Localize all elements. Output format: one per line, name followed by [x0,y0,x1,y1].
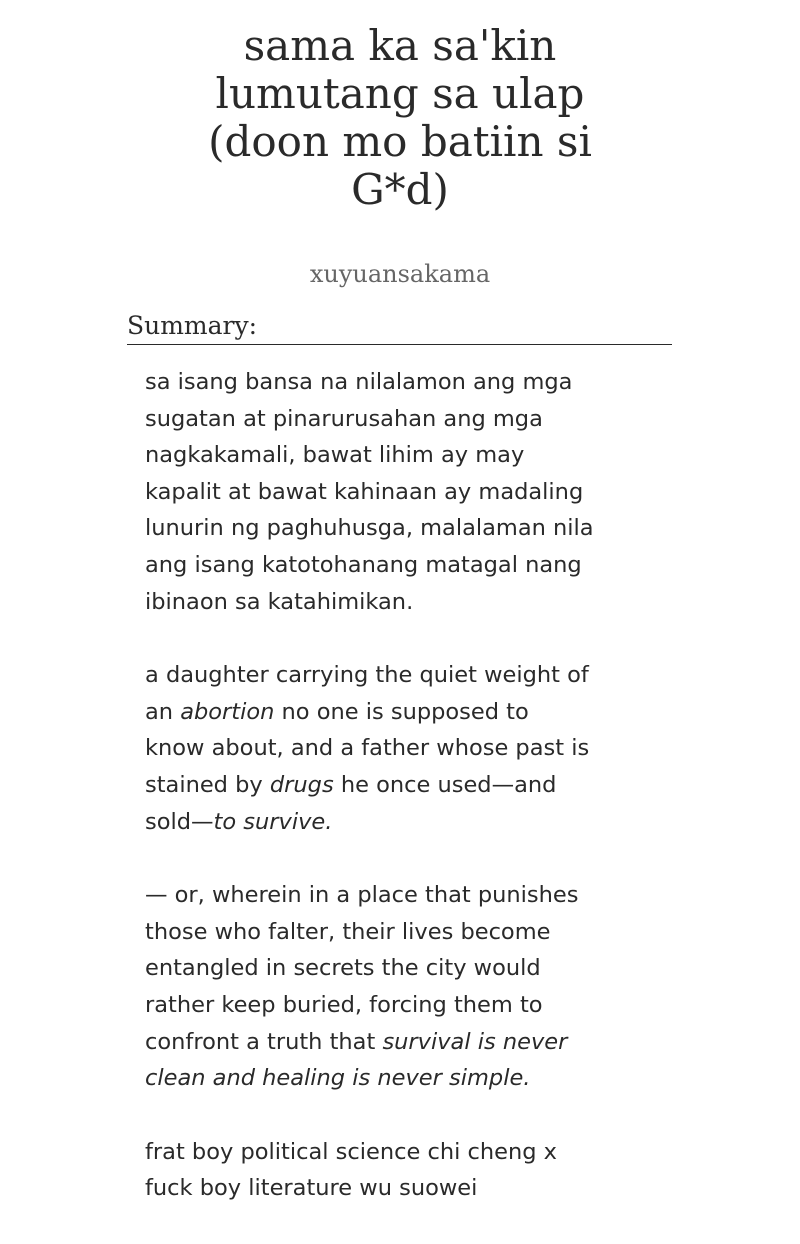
summary-line: — or, wherein in a place that punishes [145,882,579,909]
summary-line: entangled in secrets the city would [145,955,541,982]
summary-paragraph-pairing [145,1134,665,1207]
work-title [100,22,700,214]
summary-heading: Summary: [127,308,672,345]
summary-line: those who falter, their lives become [145,918,551,945]
summary-line: know about, and a father whose past is [145,735,590,762]
author-name[interactable]: xuyuansakama [309,260,491,288]
summary-line [145,694,665,731]
summary-text: no one is supposed to [274,698,529,725]
summary-paragraph-alternate [145,877,665,1097]
summary-line [145,1024,665,1061]
title-line: G*d) [351,165,449,214]
summary-line: ibinaon sa katahimikan. [145,588,414,615]
title-line: sama ka sa'kin [243,21,557,70]
summary-line: lunurin ng paghuhusga, malalaman nila [145,515,594,542]
summary-line: kapalit at bawat kahinaan ay madaling [145,478,584,505]
summary-line: nagkakamali, bawat lihim ay may [145,442,525,469]
summary-line [145,1060,665,1097]
summary-text: an [145,698,181,725]
summary-body [145,364,665,1244]
summary-emphasis: to survive. [213,808,333,835]
summary-text: sold— [145,808,214,835]
title-line: (doon mo batiin si [208,117,592,166]
summary-line [145,767,665,804]
summary-text: he once used—and [333,771,557,798]
summary-text: confront a truth that [145,1028,383,1055]
summary-emphasis: survival is never [382,1028,568,1055]
summary-line: frat boy political science chi cheng x [145,1138,557,1165]
title-line: lumutang sa ulap [215,69,585,118]
summary-emphasis: abortion [180,698,275,725]
summary-paragraph-english [145,657,665,840]
summary-line: rather keep buried, forcing them to [145,991,543,1018]
summary-line: sa isang bansa na nilalamon ang mga [145,369,573,395]
summary-line: a daughter carrying the quiet weight of [145,662,589,689]
summary-line: ang isang katotohanang matagal nang [145,551,582,578]
summary-line: fuck boy literature wu suowei [145,1175,478,1202]
summary-line: sugatan at pinarurusahan ang mga [145,405,543,432]
summary-line [145,804,665,841]
summary-paragraph-filipino [145,364,665,620]
summary-text: stained by [145,771,270,798]
summary-emphasis: drugs [269,771,334,798]
summary-emphasis: clean and healing is never simple. [145,1065,531,1092]
